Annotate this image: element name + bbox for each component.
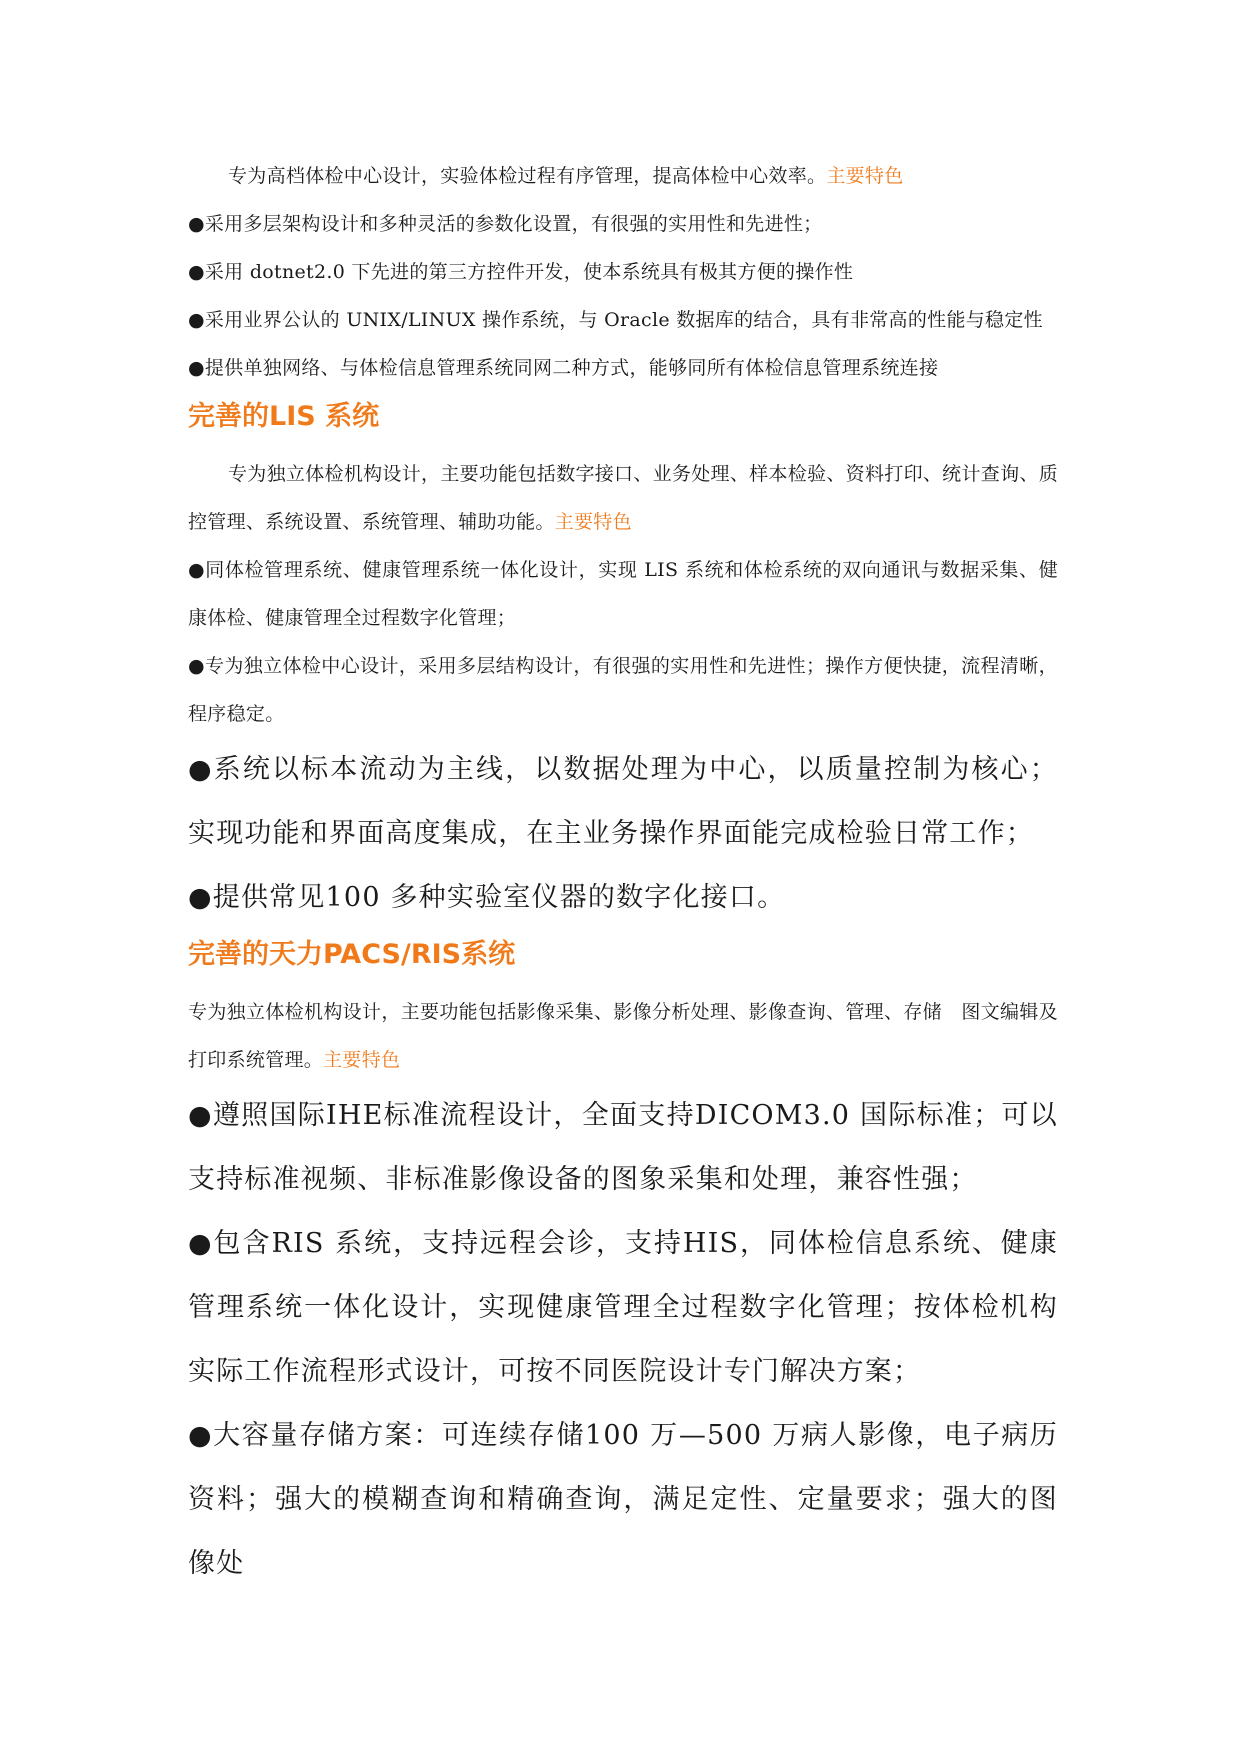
pacs-bullet-3: ●大容量存储方案：可连续存储100 万—500 万病人影像，电子病历资料；强大的模糊查询和精确查询，满足定性、定量要求；强大的图像处 [188,1420,1058,1579]
pacs-bullet-1: ●遵照国际IHE标准流程设计，全面支持DICOM3.0 国际标准；可以支持标准视频、非标准影像设备的图象采集和处理，兼容性强； [188,1100,1058,1195]
intro-bullet-2: ●采用 dotnet2.0 下先进的第三方控件开发，使本系统具有极其方便的操作性 [188,261,854,283]
intro-bullet-1: ●采用多层架构设计和多种灵活的参数化设置，有很强的实用性和先进性； [188,213,823,235]
intro-feature-label: 主要特色 [826,165,904,187]
pacs-feature-label: 主要特色 [323,1049,401,1071]
lis-bullet-4: ●提供常见100 多种实验室仪器的数字化接口。 [188,882,786,913]
lis-bullet-3: ●系统以标本流动为主线，以数据处理为中心，以质量控制为核心；实现功能和界面高度集成，在主业务操作界面能完成检验日常工作； [188,754,1058,849]
intro-text: 专为高档体检中心设计，实验体检过程有序管理，提高体检中心效率。 [228,165,827,187]
intro-paragraph [188,152,1058,200]
lis-desc-text: 专为独立体检机构设计，主要功能包括数字接口、业务处理、样本检验、资料打印、统计查询、质控管理、系统设置、系统管理、辅助功能。 [188,463,1058,533]
intro-bullet-4: ●提供单独网络、与体检信息管理系统同网二种方式，能够同所有体检信息管理系统连接 [188,357,939,379]
pacs-desc-text: 专为独立体检机构设计，主要功能包括影像采集、影像分析处理、影像查询、管理、存储 图文编辑及打印系统管理。 [188,1001,1058,1071]
lis-bullet-1: ●同体检管理系统、健康管理系统一体化设计，实现 LIS 系统和体检系统的双向通讯与数据采集、健康体检、健康管理全过程数字化管理； [188,559,1058,629]
intro-bullet-3: ●采用业界公认的 UNIX/LINUX 操作系统，与 Oracle 数据库的结合，具有非常高的性能与稳定性 [188,309,1043,331]
lis-description [188,450,1058,546]
document-content [188,152,1058,1596]
pacs-description [188,988,1058,1084]
pacs-heading: 完善的天力PACS/RIS系统 [188,939,516,970]
lis-bullet-2: ●专为独立体检中心设计，采用多层结构设计，有很强的实用性和先进性；操作方便快捷，流程清晰，程序稳定。 [188,655,1058,725]
lis-feature-label: 主要特色 [554,511,632,533]
pacs-bullet-2: ●包含RIS 系统，支持远程会诊，支持HIS，同体检信息系统、健康管理系统一体化设计，实现健康管理全过程数字化管理；按体检机构实际工作流程形式设计，可按不同医院设计专门解决方案； [188,1228,1058,1387]
lis-heading: 完善的LIS 系统 [188,401,380,432]
